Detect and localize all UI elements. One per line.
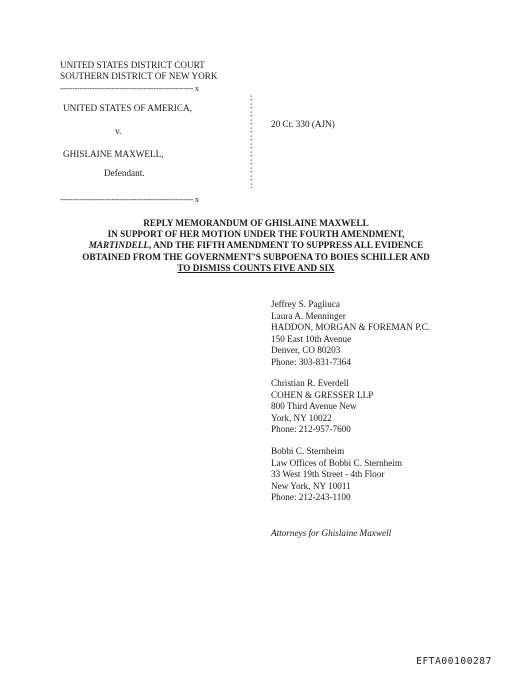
defendant-name: GHISLAINE MAXWELL,: [63, 149, 164, 159]
versus-text: v.: [115, 126, 122, 136]
counsel-block-3: Bobbi C. Sternheim Law Offices of Bobbi C. Sternheim 33 West 19th Street - 4th Floor New York, NY 10011 Phone: 212-243-1100: [271, 446, 402, 503]
title-line-1: REPLY MEMORANDUM OF GHISLAINE MAXWELL: [143, 218, 369, 228]
title-line-2: IN SUPPORT OF HER MOTION UNDER THE FOURTH AMENDMENT,: [107, 229, 405, 240]
court-name: UNITED STATES DISTRICT COURT: [60, 60, 205, 70]
document-id: EFTA00100287: [416, 656, 492, 667]
title-line-4: OBTAINED FROM THE GOVERNMENT’S SUBPOENA TO BOIES SCHILLER AND: [82, 251, 430, 262]
court-district: SOUTHERN DISTRICT OF NEW YORK: [60, 71, 218, 81]
counsel-block-2: Christian R. Everdell COHEN & GRESSER LLP 800 Third Avenue New York, NY 10022 Phone: 212-957-7600: [271, 378, 374, 435]
title-line-5: TO DISMISS COUNTS FIVE AND SIX: [177, 262, 335, 273]
counsel-block-1: Jeffrey S. Pagliuca Laura A. Menninger HADDON, MORGAN & FOREMAN P.C. 150 East 10th Avenue Denver, CO 80203 Phone: 303-831-7364: [271, 299, 431, 367]
caption-rule-top: ------------------------------------------------------ x: [60, 84, 199, 93]
document-title: [60, 218, 452, 274]
caption-rule-bottom: ------------------------------------------------------ x: [60, 195, 199, 204]
plaintiff-name: UNITED STATES OF AMERICA,: [63, 103, 192, 113]
attorneys-for: Attorneys for Ghislaine Maxwell: [271, 528, 392, 538]
defendant-label: Defendant.: [104, 168, 145, 178]
title-line-3: MARTINDELL, AND THE FIFTH AMENDMENT TO SUPPRESS ALL EVIDENCE: [88, 240, 424, 251]
caption-divider: : : : : : : : : : : : :: [250, 92, 253, 190]
case-number: 20 Cr. 330 (AJN): [271, 119, 335, 129]
